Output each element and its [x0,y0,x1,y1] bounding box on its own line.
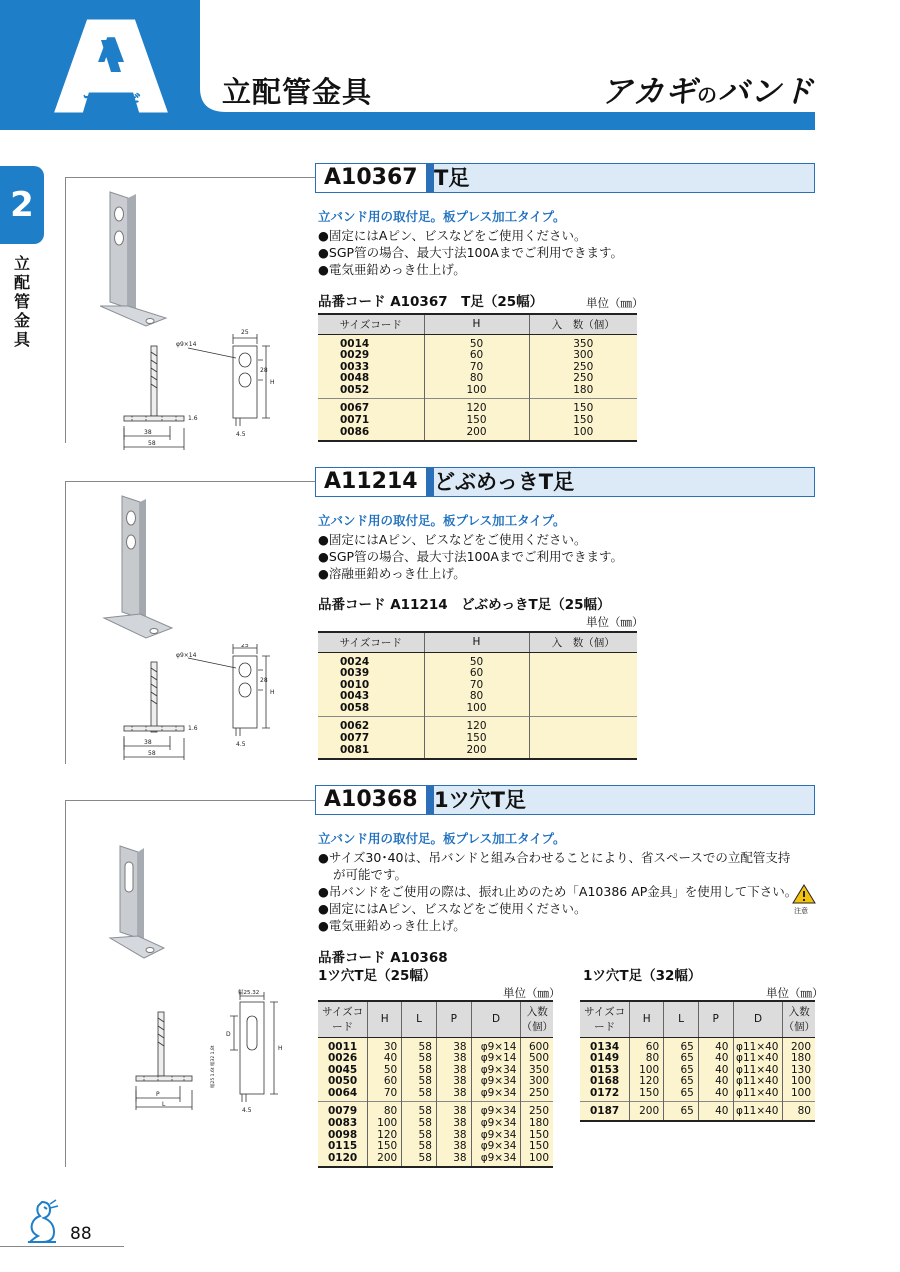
section-title-bar [315,467,815,497]
cell-h: 120 [368,1130,402,1142]
feature-item: ●電気亜鉛めっき仕上げ。 [318,918,466,933]
spec-table-32 [580,1000,815,1122]
cell-d: φ9×14 [471,1037,521,1053]
cell-qty: 130 [783,1065,815,1077]
cell-qty [529,680,637,692]
feature-item: ●SGP管の場合、最大寸法100Aまでご利用できます。 [318,549,623,564]
product-name: どぶめっきT足 [434,470,575,494]
cell-h: 200 [368,1153,402,1168]
cell-d: φ9×34 [471,1118,521,1130]
feature-list [318,227,623,278]
cell-h: 120 [630,1076,664,1088]
table-row [580,1088,815,1102]
size-code: 0098 [318,1130,368,1142]
col-header: 入 数（個） [529,314,637,334]
cell-qty: 250 [521,1102,553,1118]
cell-d: φ11×40 [733,1065,783,1077]
unit-label: 単位（㎜） [503,986,561,1000]
product-photo [108,842,178,960]
feature-item: ●SGP管の場合、最大寸法100Aまでご利用できます。 [318,245,623,260]
table-row [318,334,637,350]
size-code: 0029 [318,350,424,362]
feature-item: ●固定にはAピン、ビスなどをご使用ください。 [318,901,587,916]
size-code: 0079 [318,1102,368,1118]
cell-h: 30 [368,1037,402,1053]
akagi-logo [46,10,176,122]
feature-item: ●固定にはAピン、ビスなどをご使用ください。 [318,228,587,243]
spec-table [318,313,637,442]
table-row [318,399,637,415]
cell-h: 150 [424,415,529,427]
cell-qty: 250 [529,373,637,385]
dim-width: 幅25.32 [238,990,260,996]
table-title: 1ツ穴T足（32幅） [583,968,702,984]
cell-d: φ9×34 [471,1141,521,1153]
feature-item: ●固定にはAピン、ビスなどをご使用ください。 [318,532,587,547]
brand-tail: バンド [718,74,814,110]
table-row [318,745,637,760]
cell-d: φ11×40 [733,1102,783,1121]
cell-h: 80 [424,691,529,703]
size-code: 0153 [580,1065,630,1077]
cell-h: 50 [424,652,529,668]
section-title-bar [315,785,815,815]
size-code: 0086 [318,427,424,442]
dim-a: 38 [144,429,152,436]
cell-p: 38 [436,1088,471,1102]
table-row [318,668,637,680]
cell-p: 38 [436,1118,471,1130]
product-description: 立バンド用の取付足。板プレス加工タイプ。 [318,831,566,846]
size-code: 0120 [318,1153,368,1168]
cell-d: φ11×40 [733,1037,783,1053]
product-description: 立バンド用の取付足。板プレス加工タイプ。 [318,513,566,528]
table-row [318,717,637,733]
code-heading: 品番コード A11214 どぶめっきT足（25幅） [318,597,611,613]
cell-p: 38 [436,1076,471,1088]
cell-qty: 150 [521,1130,553,1142]
warning-icon [792,884,816,904]
col-header: H [424,314,529,334]
col-header: H [368,1001,402,1037]
cell-l: 58 [402,1037,437,1053]
col-header: L [664,1001,699,1037]
size-code: 0050 [318,1076,368,1088]
brand-logo [601,66,814,111]
cell-qty: 100 [783,1076,815,1088]
dim-thick: 幅25 1.6t 幅32 1.8t [211,1045,216,1088]
cell-d: φ11×40 [733,1076,783,1088]
cell-h: 150 [630,1088,664,1102]
cell-l: 65 [664,1102,699,1121]
table-row [318,733,637,745]
size-code: 0052 [318,385,424,399]
cell-l: 65 [664,1065,699,1077]
cell-d: φ9×34 [471,1076,521,1088]
unit-label: 単位（㎜） [586,615,644,629]
cell-qty: 150 [529,399,637,415]
cell-h: 150 [368,1141,402,1153]
size-code: 0033 [318,362,424,374]
brand-no: の [697,83,718,107]
feature-item: ●吊バンドをご使用の際は、振れ止めのため「A10386 AP金具」を使用して下さい。 [318,884,798,899]
feature-list [318,849,797,934]
dim-height: H [270,689,275,696]
spec-table-25 [318,1000,553,1168]
page-title: 立配管金具 [222,75,373,109]
cell-qty: 350 [521,1065,553,1077]
cell-qty: 180 [783,1053,815,1065]
cell-p: 38 [436,1037,471,1053]
dim-p: P [156,1091,160,1098]
col-header: 入 数（個） [529,632,637,652]
cell-d: φ11×40 [733,1053,783,1065]
cell-h: 60 [630,1037,664,1053]
cell-qty [529,668,637,680]
cell-qty [529,717,637,733]
col-header: D [733,1001,783,1037]
dim-thick: 1.6 [188,725,198,732]
cell-l: 65 [664,1076,699,1088]
dim-c: 4.5 [236,741,246,748]
cell-qty: 100 [521,1153,553,1168]
cell-d: φ11×40 [733,1088,783,1102]
col-header: サイズコード [318,314,424,334]
table-row [318,1053,553,1065]
page-number: 88 [70,1224,92,1244]
feature-item: ●溶融亜鉛めっき仕上げ。 [318,566,466,581]
section-title-bar [315,163,815,193]
cell-h: 60 [424,350,529,362]
cell-h: 150 [424,733,529,745]
size-code: 0024 [318,652,424,668]
dim-height: H [278,1045,283,1052]
cell-qty: 200 [783,1037,815,1053]
size-code: 0067 [318,399,424,415]
cell-l: 58 [402,1102,437,1118]
product-photo [100,494,180,640]
col-header: H [424,632,529,652]
cell-qty [529,691,637,703]
product-description: 立バンド用の取付足。板プレス加工タイプ。 [318,209,566,224]
product-name: T足 [434,166,470,190]
cell-l: 65 [664,1053,699,1065]
size-code: 0045 [318,1065,368,1077]
cell-d: φ9×34 [471,1102,521,1118]
dim-l: L [162,1101,166,1108]
size-code: 0058 [318,703,424,717]
col-header: サイズコード [580,1001,630,1037]
cell-qty: 300 [529,350,637,362]
table-row [318,427,637,442]
brand-name: アカギ [601,74,697,110]
footer-rule [0,1246,124,1247]
cell-p: 40 [698,1102,733,1121]
dim-c: 4.5 [236,431,246,438]
cell-h: 80 [630,1053,664,1065]
table-row [318,652,637,668]
size-code: 0149 [580,1053,630,1065]
cell-l: 58 [402,1141,437,1153]
cell-qty: 100 [529,427,637,442]
cell-l: 58 [402,1076,437,1088]
logo-letter: A [97,31,125,71]
cell-qty: 100 [783,1088,815,1102]
size-code: 0168 [580,1076,630,1088]
cell-h: 200 [424,427,529,442]
dim-b: 58 [148,440,156,447]
size-code: 0048 [318,373,424,385]
cell-qty: 180 [521,1118,553,1130]
cell-h: 70 [424,680,529,692]
size-code: 0071 [318,415,424,427]
cell-p: 38 [436,1053,471,1065]
table-row [580,1037,815,1053]
cell-l: 58 [402,1118,437,1130]
cell-p: 40 [698,1088,733,1102]
col-header: D [471,1001,521,1037]
cell-qty: 250 [521,1088,553,1102]
cell-d: φ9×34 [471,1088,521,1102]
table-row [318,703,637,717]
col-header: 入数（個） [521,1001,553,1037]
size-code: 0187 [580,1102,630,1121]
table-row [318,415,637,427]
cell-qty: 250 [529,362,637,374]
feature-item: ●サイズ30･40は、吊バンドと組み合わせることにより、省スペースでの立配管支持 [318,850,791,865]
table-row [580,1102,815,1121]
feature-item: ●電気亜鉛めっき仕上げ。 [318,262,466,277]
cell-qty: 350 [529,334,637,350]
cell-h: 70 [424,362,529,374]
chapter-label: 立配管金具 [13,254,30,349]
cell-qty [529,652,637,668]
product-name: 1ツ穴T足 [434,788,526,812]
product-code: A10368 [316,786,428,814]
cell-qty: 300 [521,1076,553,1088]
size-code: 0172 [580,1088,630,1102]
cell-qty: 500 [521,1053,553,1065]
product-code: A10367 [316,164,428,192]
dim-height: H [270,379,275,386]
table-row [318,385,637,399]
dimension-drawing [118,644,293,769]
size-code: 0134 [580,1037,630,1053]
cell-h: 200 [630,1102,664,1121]
dim-hole: φ9×14 [176,341,197,348]
size-code: 0026 [318,1053,368,1065]
cell-h: 50 [368,1065,402,1077]
dim-width: 25 [241,329,249,336]
dim-thick: 1.6 [188,415,198,422]
cell-l: 58 [402,1153,437,1168]
table-group [318,1037,553,1102]
unit-label: 単位（㎜） [766,986,824,1000]
cell-l: 58 [402,1130,437,1142]
cell-qty: 150 [521,1141,553,1153]
logo-text: アカギ [81,90,141,114]
dim-b: 58 [148,750,156,757]
dimension-drawing [118,328,293,453]
cell-h: 100 [630,1065,664,1077]
size-code: 0062 [318,717,424,733]
table-row [318,350,637,362]
size-code: 0083 [318,1118,368,1130]
col-header: サイズコード [318,1001,368,1037]
col-header: サイズコード [318,632,424,652]
cell-d: φ9×34 [471,1065,521,1077]
product-code: A11214 [316,468,428,496]
cell-h: 200 [424,745,529,760]
cell-h: 80 [368,1102,402,1118]
cell-d: φ9×14 [471,1053,521,1065]
cell-p: 38 [436,1153,471,1168]
feature-item: が可能です。 [333,867,408,882]
table-group [580,1037,815,1102]
size-code: 0115 [318,1141,368,1153]
col-header: P [436,1001,471,1037]
product-photo [100,190,180,330]
caution-label: 注意 [794,907,808,915]
dim-c: 4.5 [242,1107,252,1114]
table-row [318,1102,553,1118]
cell-h: 120 [424,399,529,415]
table-row [318,1118,553,1130]
dimension-drawing [130,986,300,1116]
mascot-icon [20,1198,64,1246]
dim-a: 38 [144,739,152,746]
table-row [318,1153,553,1168]
code-heading: 品番コード A10368 [318,950,448,966]
cell-h: 100 [424,703,529,717]
cell-qty: 180 [529,385,637,399]
size-code: 0011 [318,1037,368,1053]
cell-p: 40 [698,1053,733,1065]
cell-p: 40 [698,1037,733,1053]
cell-h: 60 [424,668,529,680]
table-row [318,1088,553,1102]
col-header: 入数（個） [783,1001,815,1037]
cell-qty: 80 [783,1102,815,1121]
cell-l: 58 [402,1053,437,1065]
cell-l: 58 [402,1065,437,1077]
cell-h: 80 [424,373,529,385]
cell-d: φ9×34 [471,1153,521,1168]
cell-h: 120 [424,717,529,733]
cell-h: 70 [368,1088,402,1102]
col-header: H [630,1001,664,1037]
cell-h: 100 [424,385,529,399]
cell-p: 40 [698,1065,733,1077]
cell-qty: 600 [521,1037,553,1053]
dim-hole: φ9×14 [176,652,197,659]
size-code: 0077 [318,733,424,745]
cell-l: 58 [402,1088,437,1102]
cell-h: 50 [424,334,529,350]
table-title: 1ツ穴T足（25幅） [318,968,437,984]
cell-qty [529,733,637,745]
size-code: 0064 [318,1088,368,1102]
chapter-tab[interactable]: 2 [0,166,44,244]
cell-d: φ9×34 [471,1130,521,1142]
dim-d: D [226,1031,231,1038]
size-code: 0010 [318,680,424,692]
size-code: 0081 [318,745,424,760]
dim-pitch: 28 [260,367,268,374]
table-group [318,1102,553,1167]
cell-qty [529,745,637,760]
table-row [580,1053,815,1065]
col-header: P [698,1001,733,1037]
size-code: 0043 [318,691,424,703]
code-heading: 品番コード A10367 T足（25幅） [318,294,544,310]
feature-list [318,531,623,582]
cell-qty: 150 [529,415,637,427]
dim-pitch: 28 [260,677,268,684]
cell-p: 38 [436,1130,471,1142]
cell-qty [529,703,637,717]
dim-width: 25 [241,644,249,649]
cell-p: 38 [436,1065,471,1077]
col-header: L [402,1001,437,1037]
cell-p: 40 [698,1076,733,1088]
spec-table [318,631,637,760]
table-row [318,1037,553,1053]
cell-l: 65 [664,1088,699,1102]
unit-label: 単位（㎜） [586,296,644,310]
size-code: 0014 [318,334,424,350]
size-code: 0039 [318,668,424,680]
cell-l: 65 [664,1037,699,1053]
cell-p: 38 [436,1102,471,1118]
cell-h: 100 [368,1118,402,1130]
cell-p: 38 [436,1141,471,1153]
cell-h: 40 [368,1053,402,1065]
table-group [580,1102,815,1121]
cell-h: 60 [368,1076,402,1088]
